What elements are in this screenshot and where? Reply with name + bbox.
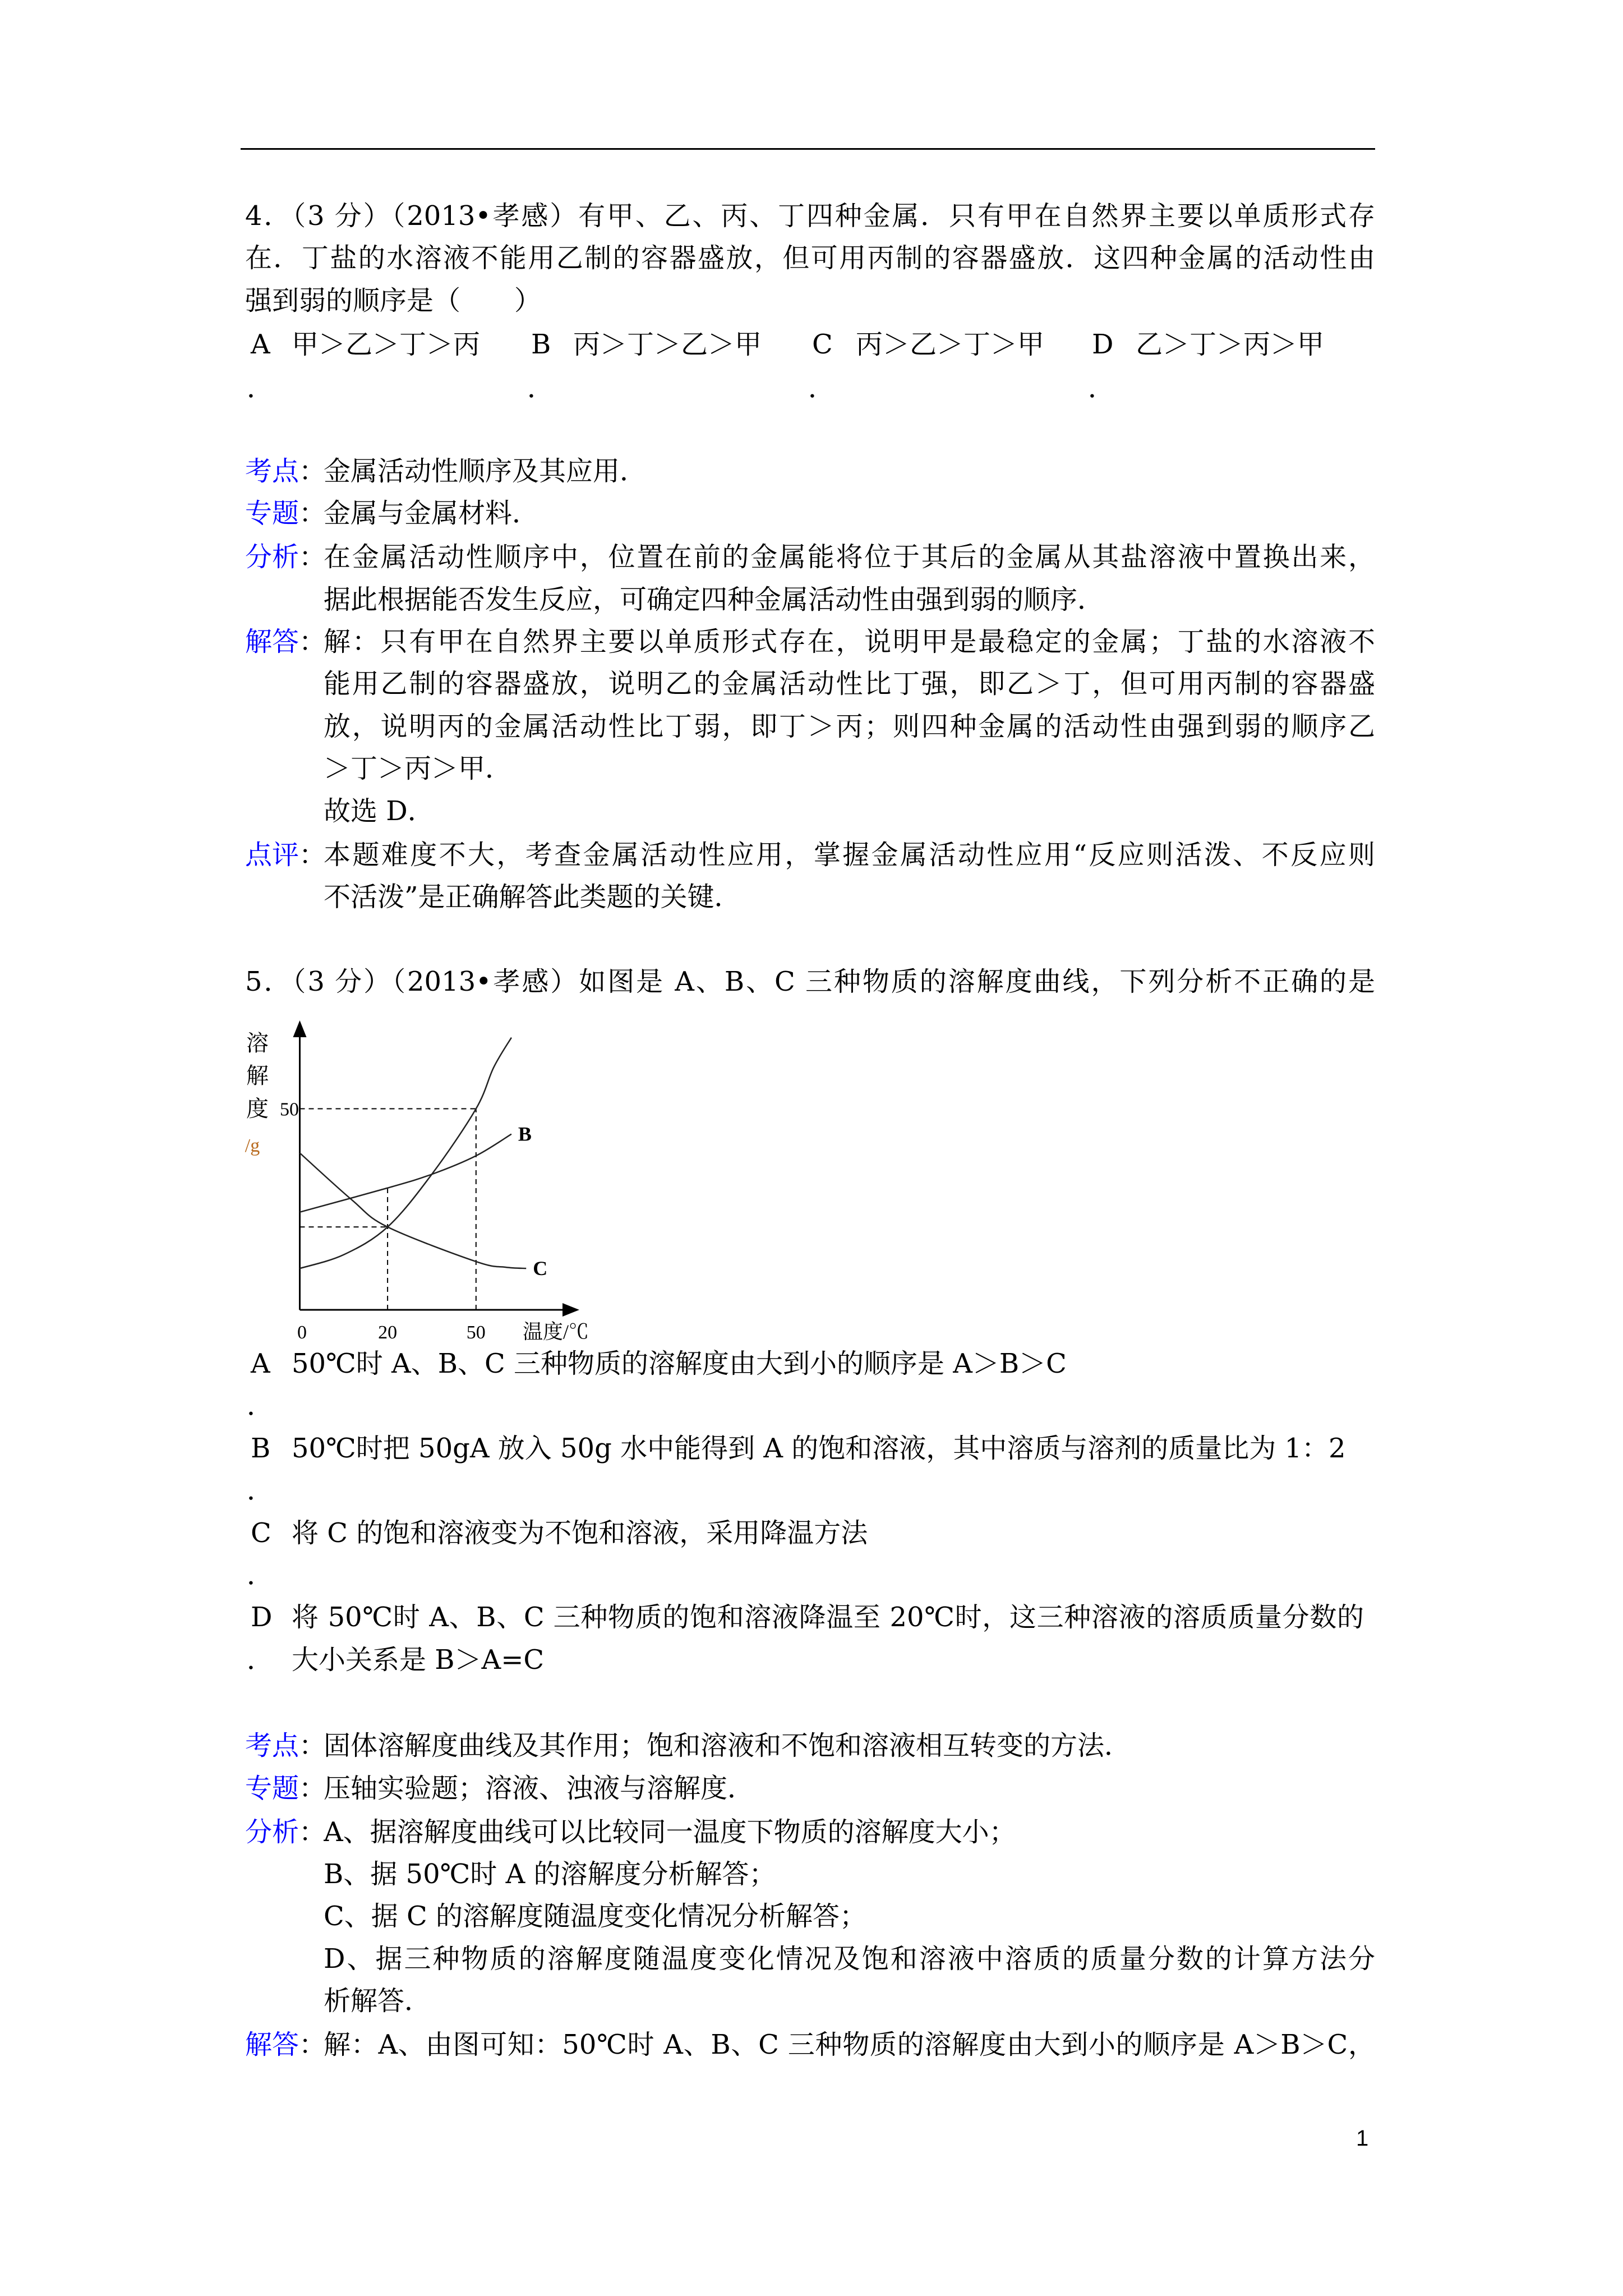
- q5-zhuanti-label: 专题：: [245, 1773, 326, 1804]
- option-dot: ．: [1088, 372, 1115, 404]
- page-number: 1: [1356, 2126, 1369, 2151]
- q4-option-a-text[interactable]: 甲＞乙＞丁＞丙: [292, 329, 481, 360]
- option-dot: ．: [247, 1390, 274, 1421]
- q5-option-b-text[interactable]: 50℃时把 50gA 放入 50g 水中能得到 A 的饱和溶液，其中溶质与溶剂的质量比为 1：2: [292, 1433, 1346, 1464]
- q4-option-a-letter[interactable]: A: [251, 329, 270, 360]
- q5-kaodian-text: 固体溶解度曲线及其作用；饱和溶液和不饱和溶液相互转变的方法．: [324, 1730, 1132, 1761]
- q4-fenxi-label: 分析：: [245, 541, 326, 573]
- q4-zhuanti-text: 金属与金属材料．: [324, 498, 540, 529]
- q4-fenxi-line: 据此根据能否发生反应，可确定四种金属活动性由强到弱的顺序．: [324, 584, 1105, 615]
- q4-kaodian-text: 金属活动性顺序及其应用．: [324, 455, 647, 487]
- y-axis-label-char: 解: [246, 1063, 269, 1088]
- q4-dianping-line: 本题难度不大，考查金属活动性应用，掌握金属活动性应用“反应则活泼、不反应则: [324, 839, 1375, 871]
- q4-jieda-line: 解：只有甲在自然界主要以单质形式存在，说明甲是最稳定的金属；丁盐的水溶液不: [324, 626, 1375, 657]
- q5-fenxi-line: C、据 C 的溶解度随温度变化情况分析解答；: [324, 1901, 866, 1932]
- q5-option-a-letter[interactable]: A: [251, 1348, 270, 1379]
- q4-option-d-text[interactable]: 乙＞丁＞丙＞甲: [1136, 329, 1325, 360]
- q4-stem-line: 4．（3 分）（2013•孝感）有甲、乙、丙、丁四种金属．只有甲在自然界主要以单质形式存: [245, 200, 1375, 232]
- q4-option-c-text[interactable]: 丙＞乙＞丁＞甲: [856, 329, 1045, 360]
- q5-fenxi-line: D、据三种物质的溶解度随温度变化情况及饱和溶液中溶质的质量分数的计算方法分: [324, 1943, 1375, 1975]
- q4-option-b-text[interactable]: 丙＞丁＞乙＞甲: [573, 329, 762, 360]
- option-dot: ．: [808, 372, 836, 404]
- q5-option-d-letter[interactable]: D: [251, 1602, 273, 1633]
- q4-jieda-line: 放，说明丙的金属活动性比丁弱，即丁＞丙；则四种金属的活动性由强到弱的顺序乙: [324, 711, 1375, 742]
- q5-jieda-line: 解：A、由图可知：50℃时 A、B、C 三种物质的溶解度由大到小的顺序是 A＞B＞C，: [324, 2029, 1375, 2060]
- q5-option-c-text[interactable]: 将 C 的饱和溶液变为不饱和溶液，采用降温方法: [292, 1517, 868, 1549]
- q4-jieda-line: 能用乙制的容器盛放，说明乙的金属活动性比丁强，即乙＞丁，但可用丙制的容器盛: [324, 668, 1375, 700]
- q5-zhuanti-text: 压轴实验题；溶液、浊液与溶解度．: [324, 1773, 755, 1804]
- q5-jieda-label: 解答：: [245, 2029, 326, 2060]
- q5-option-d-text[interactable]: 将 50℃时 A、B、C 三种物质的饱和溶液降温至 20℃时，这三种溶液的溶质质量分数的: [292, 1602, 1364, 1633]
- series-label-b: B: [518, 1122, 532, 1145]
- q4-jieda-line: ＞丁＞丙＞甲．: [324, 753, 513, 784]
- x-tick-label: 0: [297, 1322, 307, 1343]
- q5-stem: 5．（3 分）（2013•孝感）如图是 A、B、C 三种物质的溶解度曲线，下列分析不正确的是: [245, 966, 1375, 997]
- option-dot: ．: [247, 1644, 274, 1676]
- series-curve-c: [300, 1153, 527, 1268]
- option-dot: ．: [247, 1559, 274, 1591]
- option-dot: ．: [527, 372, 555, 404]
- y-tick-label: 50: [280, 1099, 299, 1120]
- header-rule: [241, 148, 1375, 150]
- q5-option-c-letter[interactable]: C: [251, 1517, 271, 1549]
- x-tick-label: 20: [378, 1322, 398, 1343]
- q4-option-c-letter[interactable]: C: [812, 329, 833, 360]
- q4-option-b-letter[interactable]: B: [531, 329, 551, 360]
- q5-option-d-text[interactable]: 大小关系是 B＞A=C: [292, 1644, 545, 1676]
- solubility-chart: [236, 1010, 628, 1358]
- q5-fenxi-line: B、据 50℃时 A 的溶解度分析解答；: [324, 1858, 776, 1890]
- q5-option-b-letter[interactable]: B: [251, 1433, 271, 1464]
- q4-jieda-line: 故选 D．: [324, 795, 435, 827]
- series-curve-a: [300, 1038, 511, 1269]
- y-axis-label-char: 溶: [246, 1030, 269, 1056]
- y-axis-unit: /g: [245, 1135, 260, 1156]
- q5-fenxi-line: 析解答．: [324, 1985, 432, 2017]
- q5-option-a-text[interactable]: 50℃时 A、B、C 三种物质的溶解度由大到小的顺序是 A＞B＞C: [292, 1348, 1067, 1379]
- q5-fenxi-line: A、据溶解度曲线可以比较同一温度下物质的溶解度大小；: [324, 1816, 1016, 1848]
- x-axis-label: 温度/℃: [523, 1320, 589, 1343]
- series-curve-b: [300, 1134, 511, 1212]
- q4-dianping-label: 点评：: [245, 839, 326, 871]
- q5-kaodian-label: 考点：: [245, 1730, 326, 1761]
- q4-zhuanti-label: 专题：: [245, 498, 326, 529]
- series-label-c: C: [533, 1257, 548, 1280]
- q4-fenxi-line: 在金属活动性顺序中，位置在前的金属能将位于其后的金属从其盐溶液中置换出来，: [324, 541, 1375, 573]
- q4-kaodian-label: 考点：: [245, 455, 326, 487]
- q4-stem-line: 强到弱的顺序是（ ）: [245, 285, 542, 316]
- option-dot: ．: [247, 1475, 274, 1506]
- option-dot: ．: [247, 372, 274, 404]
- x-tick-label: 50: [466, 1322, 486, 1343]
- q4-stem-line: 在．丁盐的水溶液不能用乙制的容器盛放，但可用丙制的容器盛放．这四种金属的活动性由: [245, 242, 1375, 274]
- q4-dianping-line: 不活泼”是正确解答此类题的关键．: [324, 881, 741, 913]
- q4-option-d-letter[interactable]: D: [1092, 329, 1114, 360]
- q4-jieda-label: 解答：: [245, 626, 326, 657]
- q5-fenxi-label: 分析：: [245, 1816, 326, 1848]
- y-axis-label-char: 度: [246, 1096, 269, 1121]
